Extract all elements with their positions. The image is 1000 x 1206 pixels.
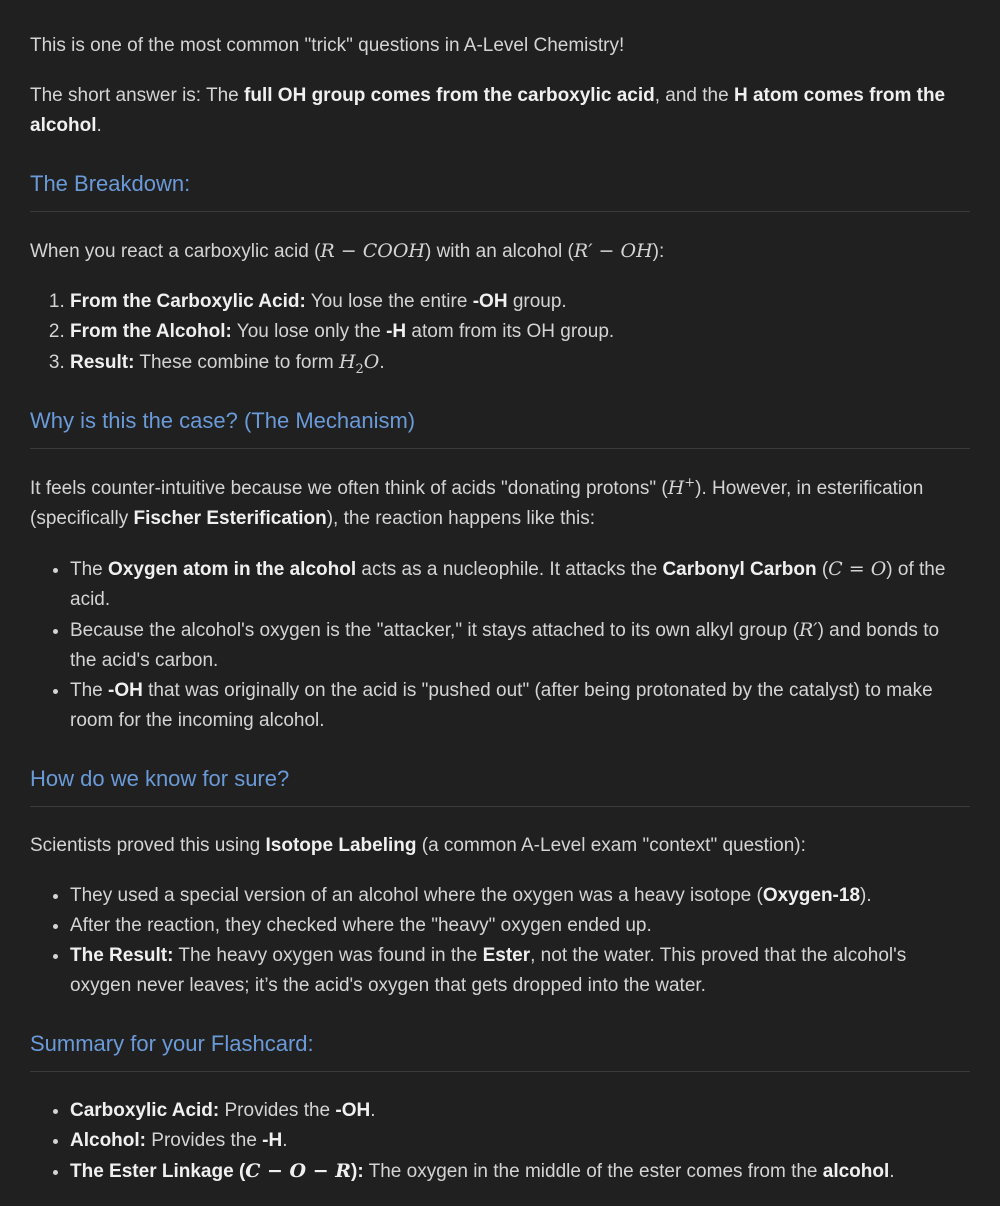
short-answer: The short answer is: The full OH group comes from the carboxylic acid, and the H atom comes from the alcohol. <box>30 85 946 136</box>
formula-proton: H+ <box>667 475 696 499</box>
formula-water: $H_2O$ <box>338 351 380 377</box>
section-breakdown <box>30 169 970 378</box>
breakdown-list <box>30 287 970 378</box>
intro-line: This is one of the most common "trick" questions in A-Level Chemistry! <box>30 35 625 56</box>
formula-acid: R − COOH <box>320 240 425 262</box>
proof-list <box>30 881 970 1001</box>
list-item: • The -OH that was originally on the acid is "pushed out" (after being protonated by the catalyst) to make room for the incoming alcohol. <box>70 676 970 736</box>
list-item: • Alcohol: Provides the -H. <box>70 1126 970 1156</box>
list-item: • They used a special version of an alcohol where the oxygen was a heavy isotope (Oxygen-18). <box>70 881 970 911</box>
list-item: • The Ester Linkage (C − O − R): The oxygen in the middle of the ester comes from the alcohol. <box>70 1156 970 1187</box>
list-item: • After the reaction, they checked where the "heavy" oxygen ended up. <box>70 911 970 941</box>
mechanism-lead: It feels counter-intuitive because we often think of acids "donating protons" (H+). However, in esterification (specifically Fischer Esterification), the reaction happens like this: <box>30 475 924 529</box>
list-item: • Because the alcohol's oxygen is the "attacker," it stays attached to its own alkyl group (R′) and bonds to the acid's carbon. <box>70 615 970 676</box>
list-item: • Carboxylic Acid: Provides the -OH. <box>70 1096 970 1126</box>
formula-ester-linkage: C − O − R <box>245 1160 352 1182</box>
breakdown-lead: When you react a carboxylic acid (R − COOH) with an alcohol (R′ − OH): <box>30 240 665 262</box>
list-item: 3. Result: These combine to form $H_2O$. <box>70 347 970 378</box>
heading-mechanism: Why is this the case? (The Mechanism) <box>30 406 970 449</box>
section-proof <box>30 764 970 1001</box>
section-summary <box>30 1029 970 1187</box>
heading-summary: Summary for your Flashcard: <box>30 1029 970 1072</box>
list-item: • The Result: The heavy oxygen was found in the Ester, not the water. This proved that the alcohol's oxygen never leaves; it’s the acid's oxygen that gets dropped into the water. <box>70 941 970 1001</box>
formula-carbonyl: C = O <box>828 558 887 580</box>
heading-proof: How do we know for sure? <box>30 764 970 807</box>
mechanism-list <box>30 554 970 736</box>
list-item: 2. From the Alcohol: You lose only the -H atom from its OH group. <box>70 317 970 347</box>
list-item: • The Oxygen atom in the alcohol acts as a nucleophile. It attacks the Carbonyl Carbon (C = O) of the acid. <box>70 554 970 615</box>
formula-alcohol: R′ − OH <box>573 240 653 262</box>
heading-breakdown: The Breakdown: <box>30 169 970 212</box>
proof-lead: Scientists proved this using Isotope Labeling (a common A-Level exam "context" question): <box>30 835 806 856</box>
formula-alkyl: R′ <box>798 619 818 641</box>
section-mechanism <box>30 406 970 736</box>
list-item: 1. From the Carboxylic Acid: You lose the entire -OH group. <box>70 287 970 317</box>
summary-list <box>30 1096 970 1187</box>
